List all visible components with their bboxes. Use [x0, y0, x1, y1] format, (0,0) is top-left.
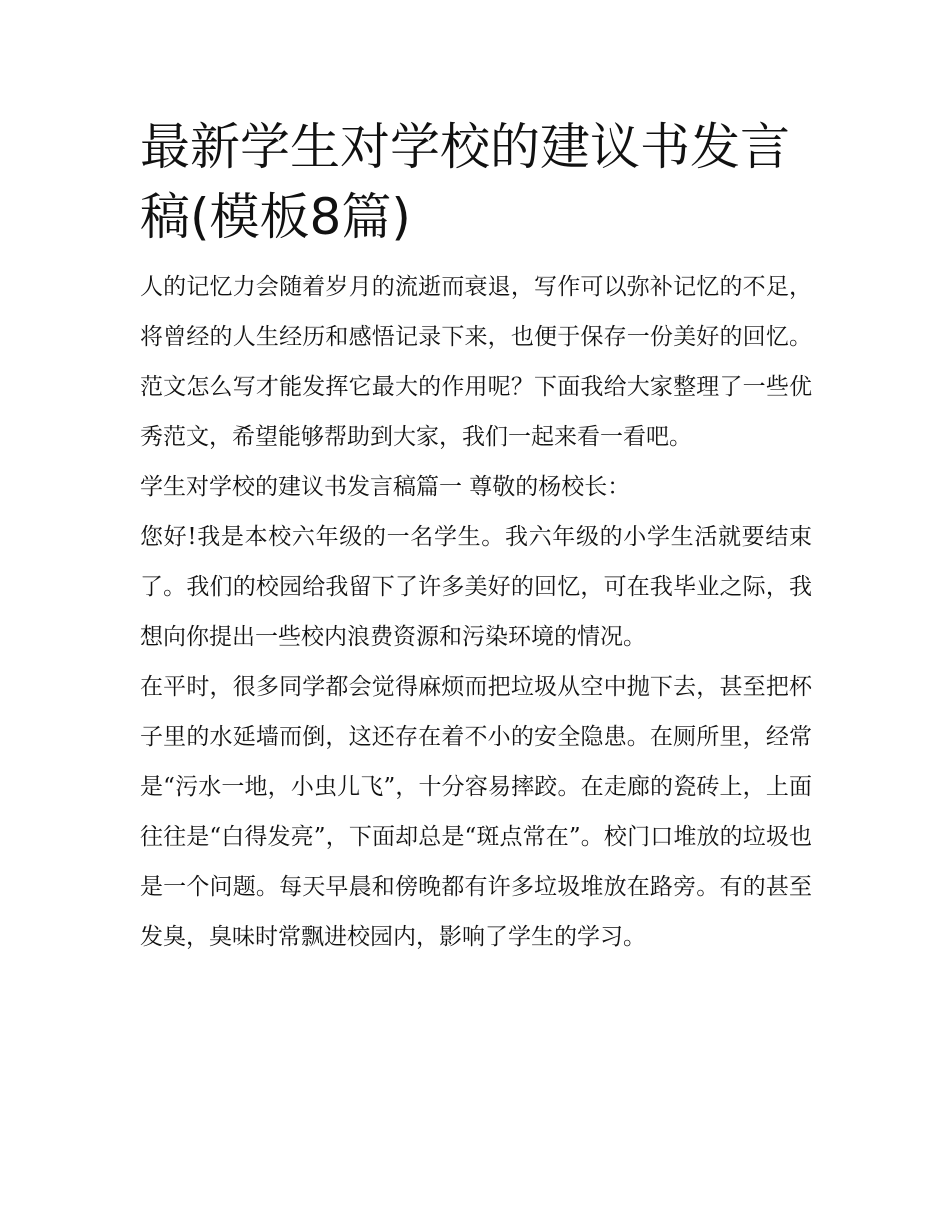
paragraph-salutation: 学生对学校的建议书发言稿篇一 尊敬的杨校长：: [140, 474, 631, 500]
paragraph-intro: 人的记忆力会随着岁月的流逝而衰退，写作可以弥补记忆的不足，将曾经的人生经历和感悟记录下来，也便于保存一份美好的回忆。范文怎么写才能发挥它最大的作用呢？下面我给大家整理了一些优秀范文，希望能够帮助到大家，我们一起来看一看吧。: [140, 274, 812, 450]
document-title: 最新学生对学校的建议书发言稿(模板8篇): [140, 118, 790, 246]
document-page: [140, 112, 812, 962]
paragraph-greeting: 您好!我是本校六年级的一名学生。我六年级的小学生活就要结束了。我们的校园给我留下了许多美好的回忆，可在我毕业之际，我想向你提出一些校内浪费资源和污染环境的情况。: [140, 524, 812, 650]
paragraph-problems: 在平时，很多同学都会觉得麻烦而把垃圾从空中抛下去，甚至把杯子里的水延墙而倒，这还存在着不小的安全隐患。在厕所里，经常是“污水一地，小虫儿飞”，十分容易摔跤。在走廊的瓷砖上，上面往往是“白得发亮”，下面却总是“斑点常在”。校门口堆放的垃圾也是一个问题。每天早晨和傍晚都有许多垃圾堆放在路旁。有的甚至发臭，臭味时常飘进校园内，影响了学生的学习。: [140, 674, 812, 950]
